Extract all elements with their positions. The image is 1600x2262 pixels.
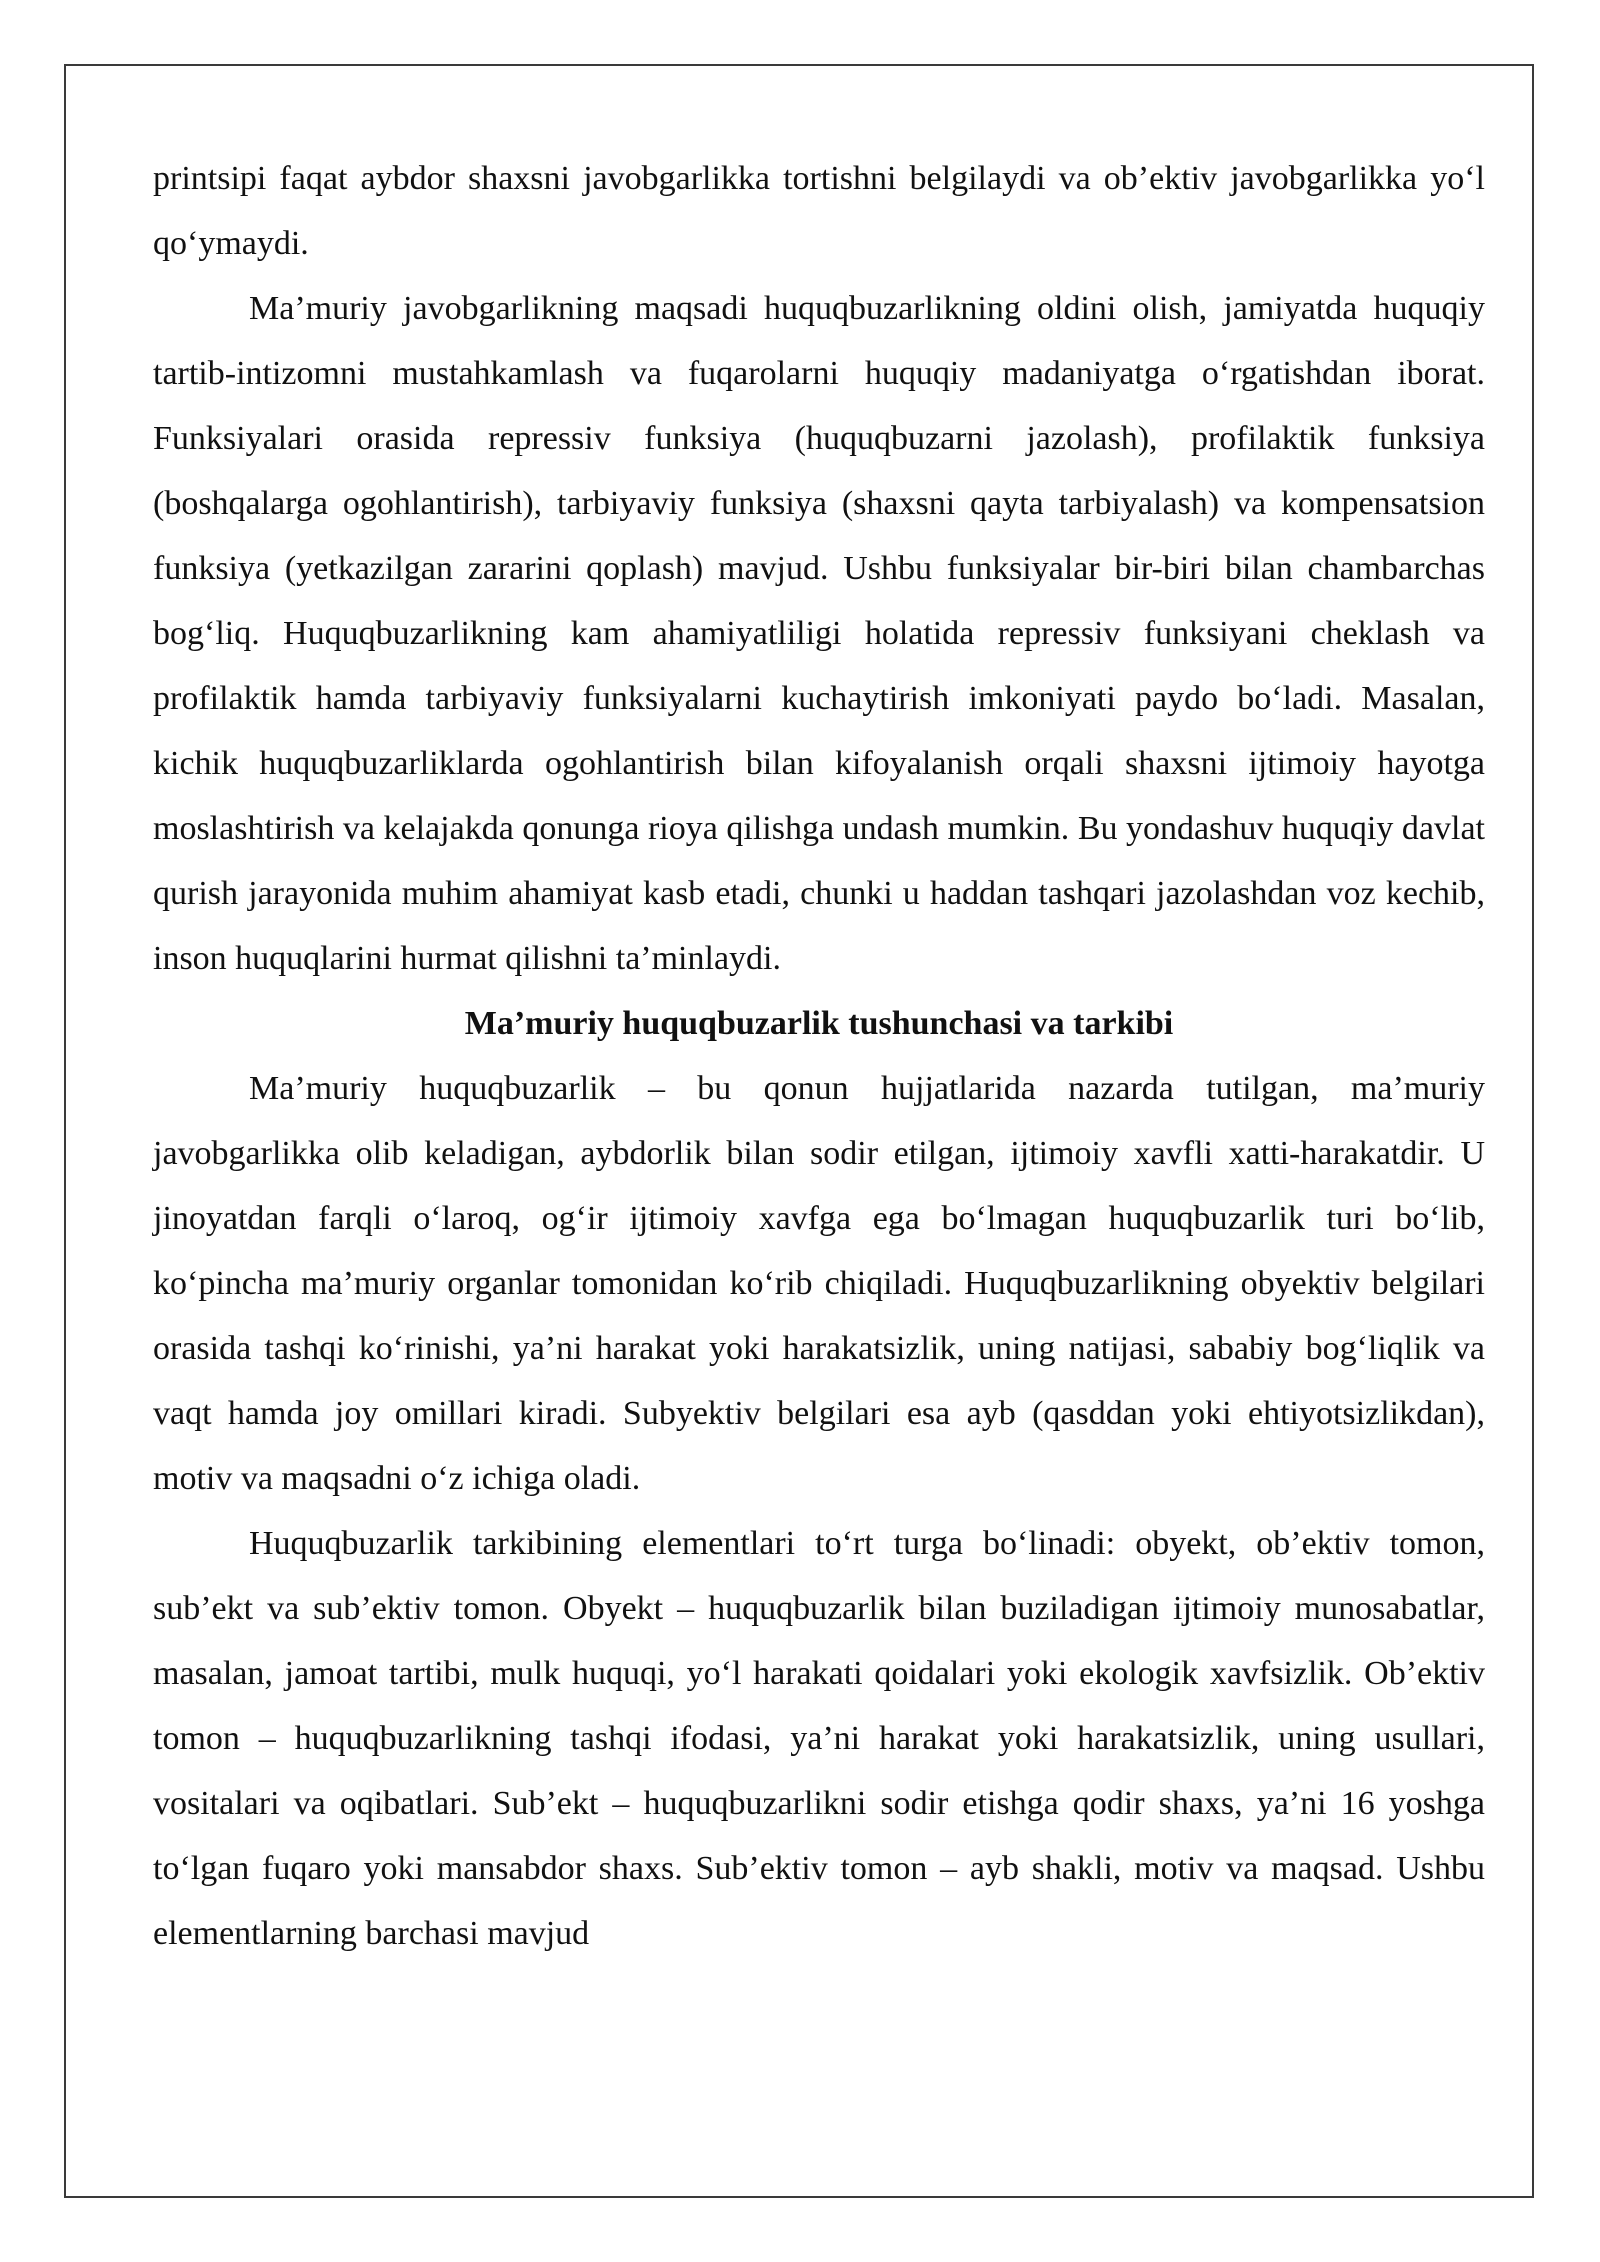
section-heading: Ma’muriy huquqbuzarlik tushunchasi va tarkibi — [464, 1005, 1174, 1042]
paragraph-elements: Huquqbuzarlik tarkibining elementlari to‘rt turga bo‘linadi: obyekt, ob’ektiv tomon, sub’ekt va sub’ektiv tomon. Obyekt – huquqbuzarlik bilan buziladigan ijtimoiy munosabatlar, masalan, jamoat tartibi, mulk huquqi, yo‘l harakati qoidalari yoki ekologik xavfsizlik. Ob’ektiv tomon – huquqbuzarlikning tashqi ifodasi, ya’ni harakat yoki harakatsizlik, uning usullari, vositalari va oqibatlari. Sub’ekt – huquqbuzarlikni sodir etishga qodir shaxs, ya’ni 16 yoshga to‘lgan fuqaro yoki mansabdor shaxs. Sub’ektiv tomon – ayb shakli, motiv va maqsad. Ushbu elementlarning barchasi mavjud — [153, 1525, 1485, 1952]
paragraph-purpose-functions: Ma’muriy javobgarlikning maqsadi huquqbuzarlikning oldini olish, jamiyatda huquqiy tartib-intizomni mustahkamlash va fuqarolarni huquqiy madaniyatga o‘rgatishdan iborat. Funksiyalari orasida repressiv funksiya (huquqbuzarni jazolash), profilaktik funksiya (boshqalarga ogohlantirish), tarbiyaviy funksiya (shaxsni qayta tarbiyalash) va kompensatsion funksiya (yetkazilgan zararini qoplash) mavjud. Ushbu funksiyalar bir-biri bilan chambarchas bog‘liq. Huquqbuzarlikning kam ahamiyatliligi holatida repressiv funksiyani cheklash va profilaktik hamda tarbiyaviy funksiyalarni kuchaytirish imkoniyati paydo bo‘ladi. Masalan, kichik huquqbuzarliklarda ogohlantirish bilan kifoyalanish orqali shaxsni ijtimoiy hayotga moslashtirish va kelajakda qonunga rioya qilishga undash mumkin. Bu yondashuv huquqiy davlat qurish jarayonida muhim ahamiyat kasb etadi, chunki u haddan tashqari jazolashdan voz kechib, inson huquqlarini hurmat qilishni ta’minlaydi. — [153, 290, 1485, 977]
paragraph-continuation: printsipi faqat aybdor shaxsni javobgarlikka tortishni belgilaydi va ob’ektiv javobgarlikka yo‘l qo‘ymaydi. — [153, 160, 1485, 262]
document-body — [153, 146, 1485, 1966]
paragraph-definition: Ma’muriy huquqbuzarlik – bu qonun hujjatlarida nazarda tutilgan, ma’muriy javobgarlikka olib keladigan, aybdorlik bilan sodir etilgan, ijtimoiy xavfli xatti-harakatdir. U jinoyatdan farqli o‘laroq, og‘ir ijtimoiy xavfga ega bo‘lmagan huquqbuzarlik turi bo‘lib, ko‘pincha ma’muriy organlar tomonidan ko‘rib chiqiladi. Huquqbuzarlikning obyektiv belgilari orasida tashqi ko‘rinishi, ya’ni harakat yoki harakatsizlik, uning natijasi, sababiy bog‘liqlik va vaqt hamda joy omillari kiradi. Subyektiv belgilari esa ayb (qasddan yoki ehtiyotsizlikdan), motiv va maqsadni o‘z ichiga oladi. — [153, 1070, 1485, 1497]
